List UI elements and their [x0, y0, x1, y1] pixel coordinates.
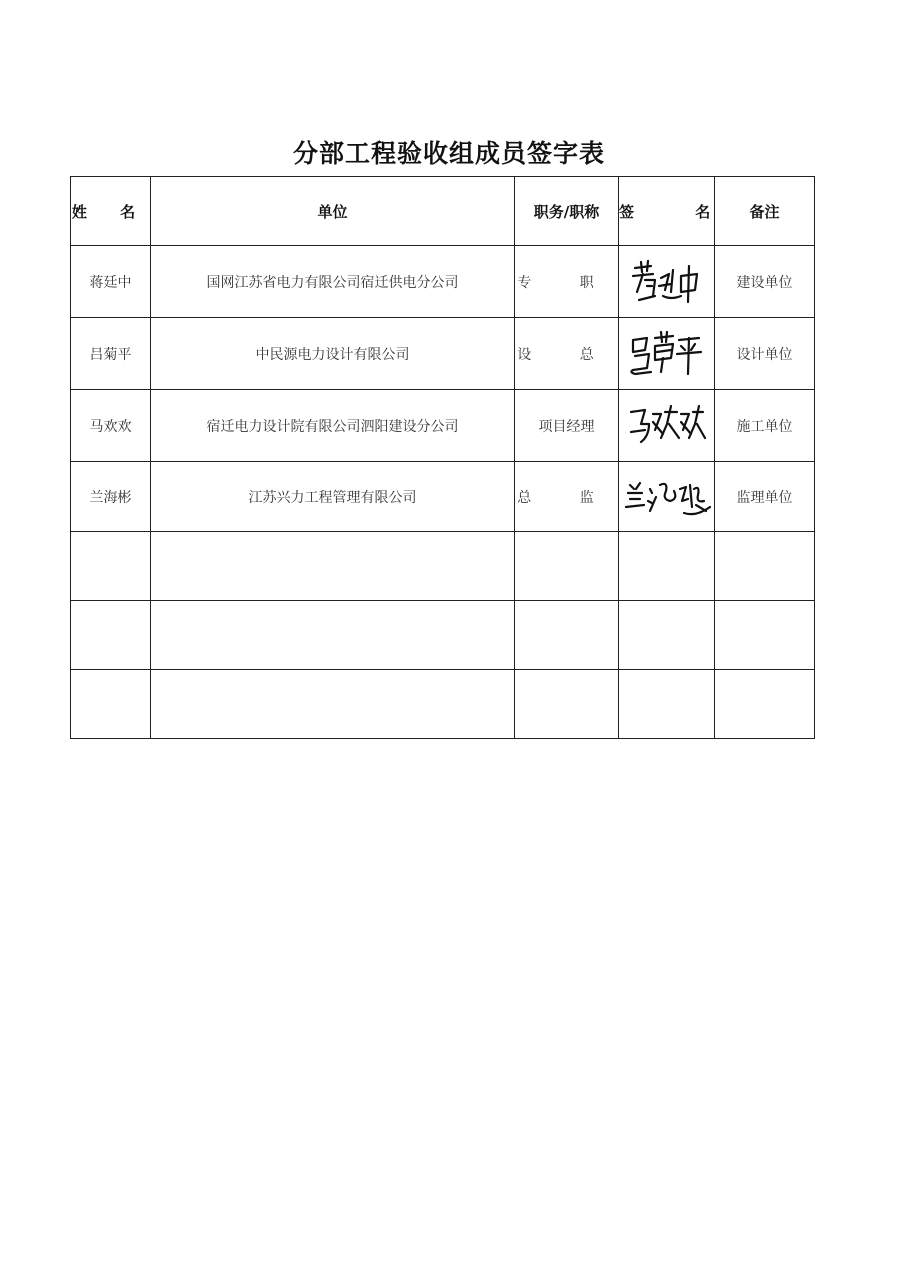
cell-name: 蒋廷中	[71, 246, 151, 318]
cell-name: 兰海彬	[71, 462, 151, 532]
handwritten-signature	[625, 256, 709, 308]
cell-remark: 监理单位	[715, 462, 815, 532]
cell-empty	[715, 532, 815, 601]
cell-position: 专 职	[515, 246, 619, 318]
cell-empty	[715, 601, 815, 670]
page-title: 分部工程验收组成员签字表	[292, 139, 605, 168]
cell-remark: 设计单位	[715, 318, 815, 390]
cell-signature	[619, 318, 715, 390]
cell-name: 马欢欢	[71, 390, 151, 462]
table-row-empty	[71, 670, 815, 739]
cell-empty	[515, 601, 619, 670]
table-row-empty	[71, 532, 815, 601]
header-remark: 备注	[715, 177, 815, 246]
cell-unit: 中民源电力设计有限公司	[151, 318, 515, 390]
cell-empty	[71, 601, 151, 670]
cell-empty	[71, 670, 151, 739]
cell-position: 设 总	[515, 318, 619, 390]
cell-unit: 国网江苏省电力有限公司宿迁供电分公司	[151, 246, 515, 318]
cell-signature	[619, 462, 715, 532]
handwritten-signature	[625, 328, 709, 380]
cell-empty	[715, 670, 815, 739]
cell-empty	[151, 532, 515, 601]
cell-position: 总 监	[515, 462, 619, 532]
cell-empty	[515, 670, 619, 739]
header-name: 姓 名	[71, 177, 151, 246]
cell-unit: 江苏兴力工程管理有限公司	[151, 462, 515, 532]
cell-empty	[151, 601, 515, 670]
cell-position: 项目经理	[515, 390, 619, 462]
cell-empty	[515, 532, 619, 601]
cell-signature	[619, 246, 715, 318]
cell-empty	[619, 601, 715, 670]
table-row	[71, 246, 815, 318]
cell-name: 吕菊平	[71, 318, 151, 390]
cell-empty	[619, 532, 715, 601]
header-row	[71, 177, 815, 246]
table-row	[71, 390, 815, 462]
handwritten-signature	[625, 400, 709, 452]
cell-remark: 建设单位	[715, 246, 815, 318]
header-position: 职务/职称	[515, 177, 619, 246]
header-signature: 签 名	[619, 177, 715, 246]
cell-empty	[71, 532, 151, 601]
cell-unit: 宿迁电力设计院有限公司泗阳建设分公司	[151, 390, 515, 462]
table-row	[71, 318, 815, 390]
table-row	[71, 462, 815, 532]
table-row-empty	[71, 601, 815, 670]
handwritten-signature	[622, 471, 712, 523]
cell-remark: 施工单位	[715, 390, 815, 462]
signature-table	[70, 176, 815, 739]
cell-empty	[151, 670, 515, 739]
cell-signature	[619, 390, 715, 462]
cell-empty	[619, 670, 715, 739]
header-unit: 单位	[151, 177, 515, 246]
